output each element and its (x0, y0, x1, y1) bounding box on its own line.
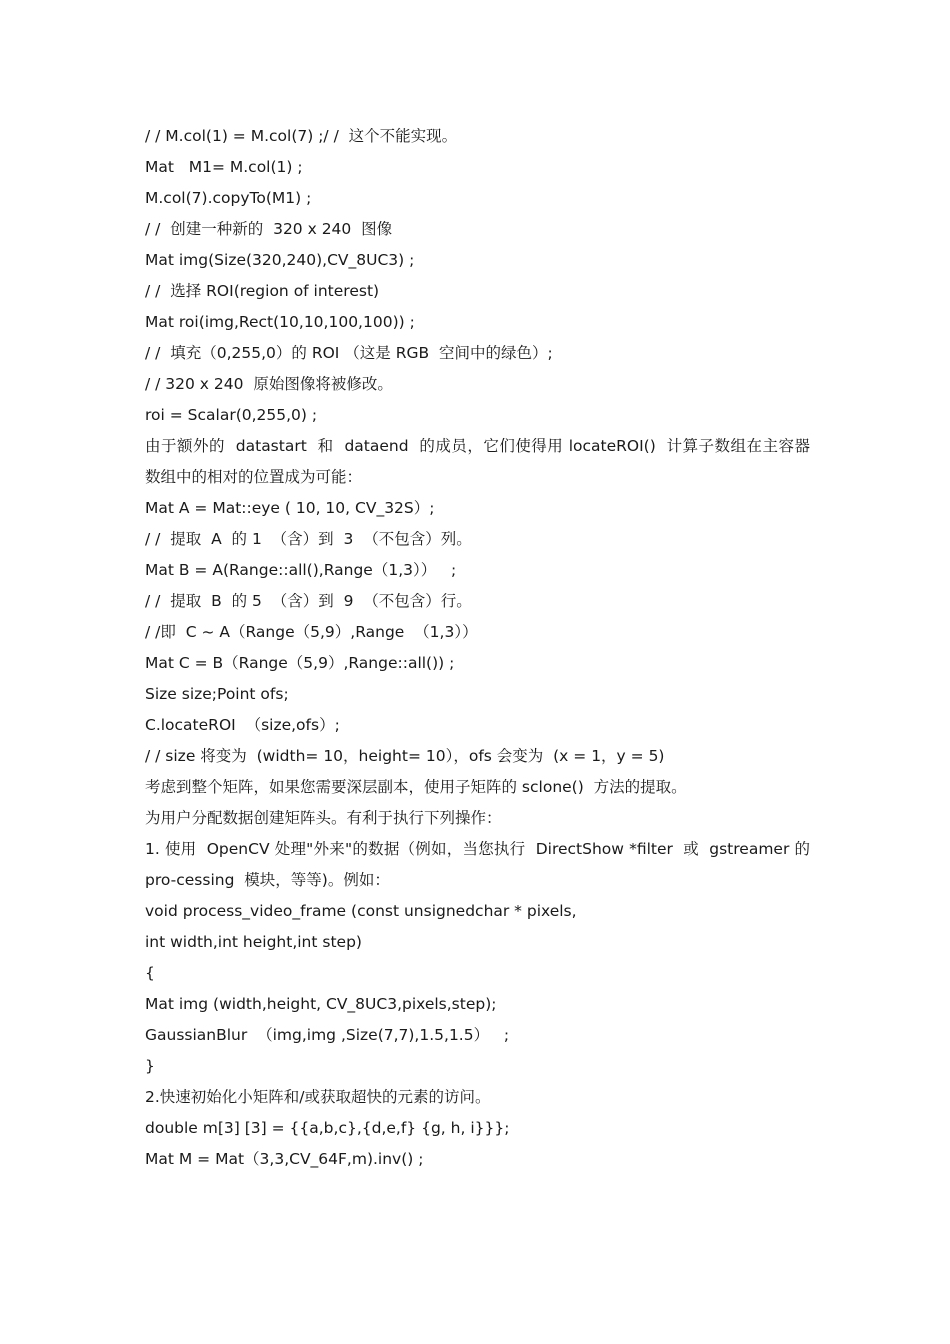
text-line: 1. 使用 OpenCV 处理"外来"的数据（例如，当您执行 DirectShow *filter 或 gstreamer 的 (145, 840, 810, 858)
text-line: / / size 将变为 (width= 10，height= 10），ofs 会变为 (x = 1，y = 5) (145, 747, 665, 765)
text-line: Mat B = A(Range::all(),Range（1,3）） ; (145, 561, 457, 579)
text-line: roi = Scalar(0,255,0) ; (145, 406, 318, 424)
text-line: 为用户分配数据创建矩阵头。有利于执行下列操作： (145, 809, 502, 827)
text-line: Mat A = Mat::eye ( 10, 10, CV_32S）; (145, 499, 435, 517)
text-line: Mat img(Size(320,240),CV_8UC3) ; (145, 251, 415, 269)
text-line: 考虑到整个矩阵，如果您需要深层副本，使用子矩阵的 sclone() 方法的提取。 (145, 778, 687, 796)
text-line: 由于额外的 datastart 和 dataend 的成员，它们使得用 locateROI() 计算子数组在主容器 (145, 437, 810, 455)
text-line: / / 填充（0,255,0）的 ROI （这是 RGB 空间中的绿色）; (145, 344, 553, 362)
text-line: } (145, 1057, 155, 1075)
text-line: double m[3] [3] = {{a,b,c},{d,e,f} {g, h, i}}}; (145, 1119, 510, 1137)
text-line: 数组中的相对的位置成为可能： (145, 468, 363, 486)
text-line: / / 320 x 240 原始图像将被修改。 (145, 375, 393, 393)
document-body (145, 121, 810, 1175)
text-line: M.col(7).copyTo(M1) ; (145, 189, 312, 207)
text-line: void process_video_frame (const unsignedchar * pixels, (145, 902, 577, 920)
text-line: int width,int height,int step) (145, 933, 362, 951)
text-line: / / 创建一种新的 320 x 240 图像 (145, 220, 393, 238)
text-line: / / 选择 ROI(region of interest) (145, 282, 380, 300)
text-line: Mat M = Mat（3,3,CV_64F,m).inv() ; (145, 1150, 424, 1168)
text-line: Size size;Point ofs; (145, 685, 289, 703)
text-line: C.locateROI （size,ofs）; (145, 716, 340, 734)
text-line: GaussianBlur （img,img ,Size(7,7),1.5,1.5） ; (145, 1026, 510, 1044)
text-line: Mat img (width,height, CV_8UC3,pixels,step); (145, 995, 497, 1013)
text-line: Mat M1= M.col(1) ; (145, 158, 303, 176)
text-line: Mat roi(img,Rect(10,10,100,100)) ; (145, 313, 415, 331)
text-line: / / 提取 B 的 5 （含）到 9 （不包含）行。 (145, 592, 472, 610)
text-line: { (145, 964, 155, 982)
text-line: / / M.col(1) = M.col(7) ;/ / 这个不能实现。 (145, 127, 458, 145)
text-line: Mat C = B（Range（5,9）,Range::all()) ; (145, 654, 455, 672)
text-line: / /即 C ~ A（Range（5,9）,Range （1,3）） (145, 623, 478, 641)
text-line: pro-cessing 模块，等等)。例如： (145, 871, 390, 889)
text-line: 2.快速初始化小矩阵和/或获取超快的元素的访问。 (145, 1088, 491, 1106)
text-line: / / 提取 A 的 1 （含）到 3 （不包含）列。 (145, 530, 472, 548)
